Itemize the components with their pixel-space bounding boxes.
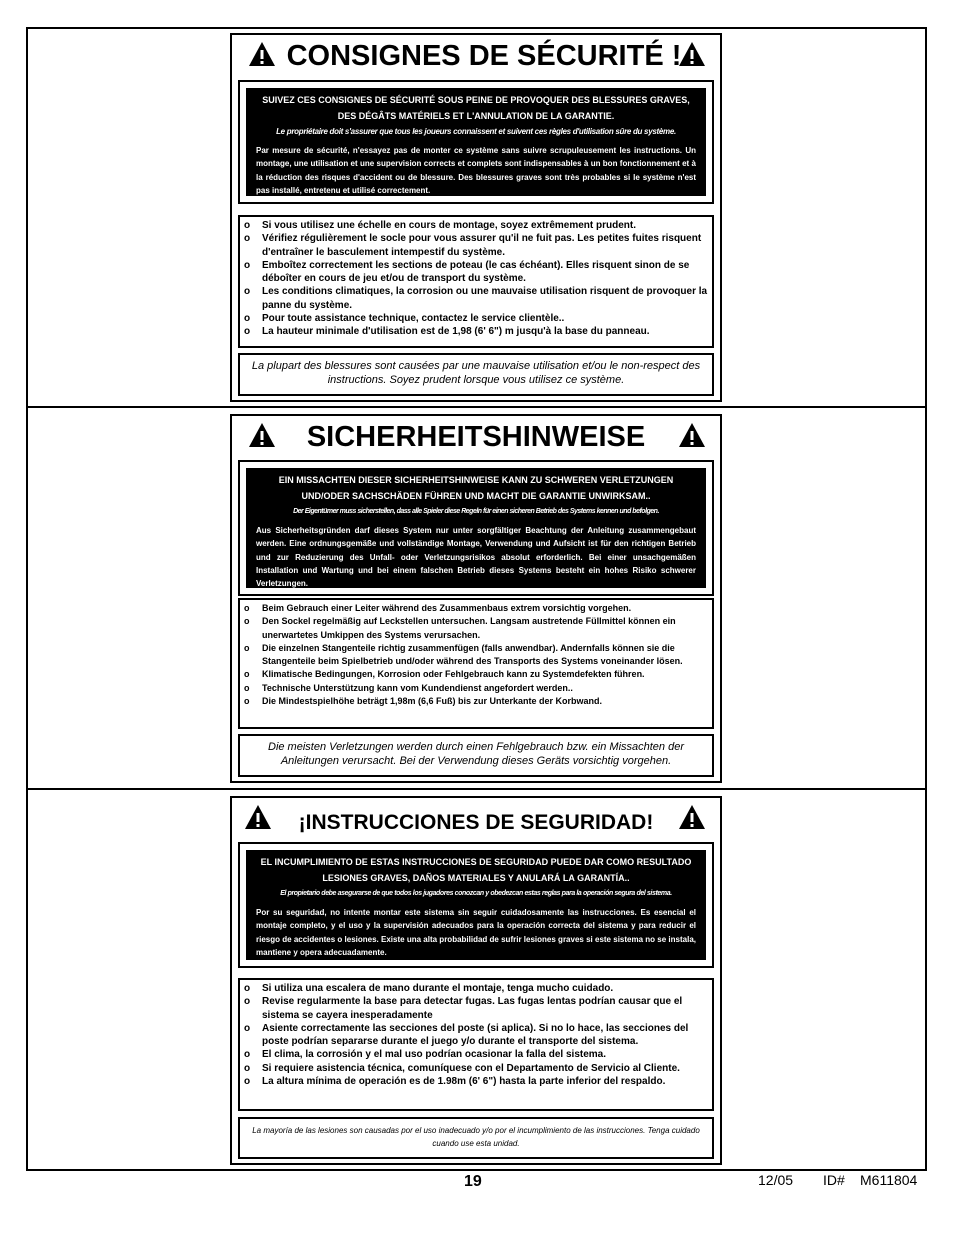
bullet-marker: o xyxy=(244,996,251,1008)
warning-paragraph: Aus Sicherheitsgründen darf dieses System nur unter sorgfältiger Beachtung der Anleitung zusammengebaut werden. Eine ordnungsgemäße und vollständige Montage, Verwendung und Aufsicht ist für den richtigen Betrieb und zur Reduzierung des Unfall- oder Verletzungsrisikos absolut erforderlich. Bei einer unsachgemäßen Installation und Wartung und bei einem falschen Betrieb dieses Systems besteht ein hohes Risiko schwerer Verletzungen. xyxy=(256,526,696,589)
footer-id-label: ID# xyxy=(823,1172,845,1188)
footer-date: 12/05 xyxy=(758,1172,794,1188)
list-item: o Beim Gebrauch einer Leiter während des Zusammenbaus extrem vorsichtig vorgehen. xyxy=(244,602,708,615)
list-item: o Die Mindestspielhöhe beträgt 1,98m (6,6 Fuß) bis zur Unterkante der Korbwand. xyxy=(244,695,708,708)
bullet-marker: o xyxy=(244,1062,251,1074)
bullet-marker: o xyxy=(244,1049,251,1061)
safety-panel-es xyxy=(230,796,722,1165)
list-item: o Technische Unterstützung kann vom Kundendienst angefordert werden.. xyxy=(244,682,708,695)
list-item: o La altura mínima de operación es de 1.98m (6' 6") hasta la parte inferior del respaldo. xyxy=(244,1076,666,1088)
warning-heading: EL INCUMPLIMIENTO DE ESTAS INSTRUCCIONES DE SEGURIDAD PUEDE DAR COMO RESULTADO LESIONES GRAVES, DAÑOS MATERIALES Y ANULARÁ LA GARANTÍA.. xyxy=(260,857,692,883)
bullet-marker: o xyxy=(244,220,251,231)
list-item: o Si vous utilisez une échelle en cours de montage, soyez extrêmement prudent. xyxy=(244,220,636,231)
owner-note: El propietario debe asegurarse de que todos los jugadores conozcan y obedezcan estas reglas para la operación segura del sistema. xyxy=(280,890,672,897)
list-item: o Les conditions climatiques, la corrosion ou une mauvaise utilisation risquent de provoquer la panne du système. xyxy=(244,286,708,311)
warning-icon xyxy=(678,41,706,67)
bullet-marker: o xyxy=(244,642,250,653)
warning-box xyxy=(238,842,714,968)
safety-list xyxy=(240,600,712,708)
list-item: o Den Sockel regelmäßig auf Leckstellen untersuchen. Langsam austretende Füllmittel können ein unerwartetes Umkippen des Systems verursachen. xyxy=(244,616,676,640)
list-item: o Revise regularmente la base para detectar fugas. Las fugas lentas podrían causar que el sistema se cayera inesperadamente xyxy=(244,996,683,1021)
warning-icon xyxy=(678,804,706,830)
owner-note: Der Eigentümer muss sicherstellen, dass alle Spieler diese Regeln für einen sicheren Betrieb des Systems kennen und befolgen. xyxy=(293,508,659,515)
section-divider xyxy=(26,788,927,790)
bullet-marker: o xyxy=(244,682,250,693)
bullet-marker: o xyxy=(244,313,251,325)
list-item: o Asiente correctamente las secciones del poste (si aplica). Si no lo hace, las secciones del poste podrían separarse durante el juego y/o durante el transporte del sistema. xyxy=(244,1022,689,1048)
bullet-marker: o xyxy=(244,1076,251,1088)
warning-paragraph: Par mesure de sécurité, n'essayez pas de monter ce système sans suivre scrupuleusement les instructions. Un montage, une utilisation et une supervision corrects et complets sont indispensables à un bon fonctionnement et à la réduction des risques d'accident ou de blessure. Des blessures graves sont très probables si le système n'est pas installé, entretenu et utilisé correctement. xyxy=(256,146,696,195)
warning-block xyxy=(246,850,706,960)
bullet-box xyxy=(238,598,714,729)
panel-title: ¡INSTRUCCIONES DE SEGURIDAD! xyxy=(298,811,654,834)
warning-heading: SUIVEZ CES CONSIGNES DE SÉCURITÉ SOUS PEINE DE PROVOQUER DES BLESSURES GRAVES, DES DÉGÂTS MATÉRIELS ET L'ANNULATION DE LA GARANTIE. xyxy=(262,95,690,121)
owner-note: Le propriétaire doit s'assurer que tous les joueurs connaissent et suivent ces règles d'utilisation sûre du système. xyxy=(276,127,676,136)
bullet-box xyxy=(238,978,714,1111)
bullet-marker: o xyxy=(244,233,251,245)
bullet-marker: o xyxy=(244,696,250,707)
note-box xyxy=(238,734,714,777)
bullet-marker: o xyxy=(244,1022,251,1034)
bullet-marker: o xyxy=(244,616,250,627)
bullet-box xyxy=(238,215,714,348)
warning-icon xyxy=(678,422,706,448)
bullet-marker: o xyxy=(244,259,251,271)
panel-title: CONSIGNES DE SÉCURITÉ ! xyxy=(286,40,682,72)
list-item: o La hauteur minimale d'utilisation est de 1,98 (6' 6") m jusqu'à la base du panneau. xyxy=(244,326,650,338)
panel-title-bar xyxy=(232,35,720,75)
list-item: o Si utiliza una escalera de mano durante el montaje, tenga mucho cuidado. xyxy=(244,983,614,994)
warning-block xyxy=(246,468,706,588)
section-divider xyxy=(26,406,927,408)
footer-id-value: M611804 xyxy=(860,1172,918,1188)
bullet-marker: o xyxy=(244,669,250,680)
bullet-marker: o xyxy=(244,286,251,298)
safety-panel-fr xyxy=(230,33,722,402)
page-number: 19 xyxy=(464,1173,482,1190)
injury-note: La mayoría de las lesiones son causadas por el uso inadecuado y/o por el incumplimiento de las instrucciones. Tenga cuidado cuando use esta unidad. xyxy=(252,1126,700,1148)
list-item: o Die einzelnen Stangenteile richtig zusammenfügen (falls anwendbar). Andernfalls können sie die Stangenteile beim Spielbetrieb und/oder während des Transports des Systems voneinander lösen. xyxy=(244,642,683,667)
safety-list xyxy=(240,980,712,1088)
injury-note: La plupart des blessures sont causées par une mauvaise utilisation et/ou le non-respect des instructions. Soyez prudent lorsque vous utilisez ce système. xyxy=(251,360,701,386)
panel-title: SICHERHEITSHINWEISE xyxy=(306,421,646,453)
bullet-marker: o xyxy=(244,326,251,338)
safety-list xyxy=(240,217,712,339)
panel-title-bar xyxy=(232,798,720,838)
list-item: o Klimatische Bedingungen, Korrosion oder Fehlgebrauch kann zu Systemdefekten führen. xyxy=(244,668,708,681)
safety-panel-de xyxy=(230,414,722,783)
warning-block xyxy=(246,88,706,196)
note-box xyxy=(238,1117,714,1159)
list-item: o Si requiere asistencia técnica, comuníquese con el Departamento de Servicio al Cliente. xyxy=(244,1062,680,1074)
list-item: o Vérifiez régulièrement le socle pour vous assurer qu'il ne fuit pas. Les petites fuites risquent d'entraîner le basculement intempestif du système. xyxy=(244,233,702,258)
warning-box xyxy=(238,460,714,596)
list-item: o El clima, la corrosión y el mal uso podrían ocasionar la falla del sistema. xyxy=(244,1049,607,1061)
note-box xyxy=(238,353,714,396)
bullet-marker: o xyxy=(244,603,250,613)
warning-box xyxy=(238,80,714,204)
injury-note: Die meisten Verletzungen werden durch einen Fehlgebrauch bzw. ein Missachten der Anleitungen verursacht. Bei der Verwendung dieses Geräts vorsichtig vorgehen. xyxy=(268,741,684,767)
warning-paragraph: Por su seguridad, no intente montar este sistema sin seguir cuidadosamente las instrucciones. Es esencial el montaje completo, y el uso y la supervisión adecuados para la operación correcta del sistema y para reducir el riesgo de accidentes o lesiones. Existe una alta probabilidad de sufrir lesiones graves si este sistema no se instala, mantiene y opera adecuadamente. xyxy=(256,908,696,957)
panel-title-bar xyxy=(232,416,720,456)
list-item: o Pour toute assistance technique, contactez le service clientèle.. xyxy=(244,313,565,325)
warning-heading: EIN MISSACHTEN DIESER SICHERHEITSHINWEISE KANN ZU SCHWEREN VERLETZUNGEN UND/ODER SACHSCHÄDEN FÜHREN UND MACHT DIE GARANTIE UNWIRKSAM.. xyxy=(278,475,674,501)
bullet-marker: o xyxy=(244,983,251,994)
list-item: o Emboîtez correctement les sections de poteau (le cas échéant). Elles risquent sinon de se déboîter en cours de jeu et/ou de transport du système. xyxy=(244,259,690,285)
